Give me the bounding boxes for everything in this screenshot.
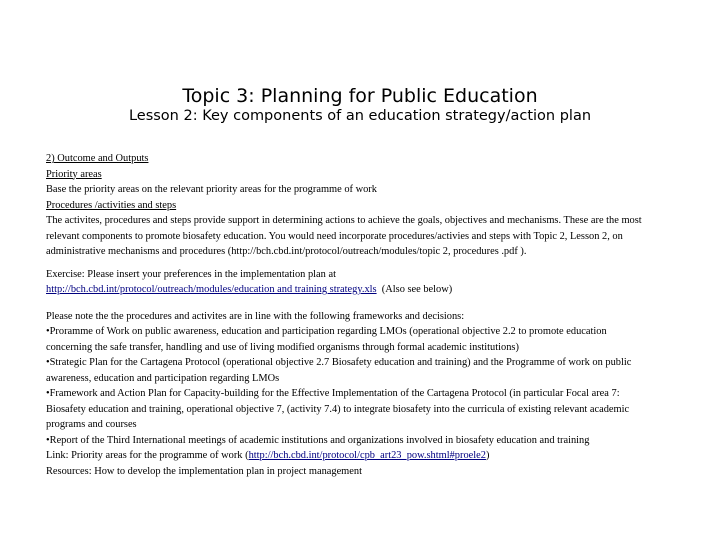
framework-list — [46, 324, 646, 448]
exercise-link[interactable]: http://bch.cbd.int/protocol/outreach/modules/education and training strategy.xls — [46, 284, 377, 295]
slide-title: Topic 3: Planning for Public Education — [182, 85, 538, 107]
list-item: •Framework and Action Plan for Capacity-building for the Effective Implementation of the Cartagena Protocol (in particular Focal area 7: Biosafety education and training, operational objective 7, (activity 7.4) to integrate biosafety into the curricula of existing relevant academic programs and courses — [46, 388, 630, 430]
exercise-text — [46, 267, 646, 298]
priority-link-label: Link: Priority areas for the programme of work ( — [46, 450, 249, 461]
exercise-after: (Also see below) — [381, 284, 453, 295]
slide-subtitle: Lesson 2: Key components of an education strategy/action plan — [128, 108, 592, 124]
priority-link[interactable]: http://bch.cbd.int/protocol/cpb_art23_pow.shtml#proele2 — [248, 450, 486, 461]
list-item: •Strategic Plan for the Cartagena Protocol (operational objective 2.7 Biosafety education and training) and the Programme of work on public awareness, education and participation regarding LMOs — [46, 357, 632, 384]
priority-link-close: ) — [485, 450, 490, 461]
resources-text: Resources: How to develop the implementation plan in project management — [46, 465, 362, 477]
note-intro: Please note the the procedures and activites are in line with the following frameworks and decisions: — [46, 310, 465, 322]
priority-link-line — [46, 448, 646, 464]
procedures-text: The activites, procedures and steps provide support in determining actions to achieve the goals, objectives and mechanisms. These are the most relevant components to promote biosafety education. You would need incorporate procedures/activies and steps with Topic 2, Lesson 2, on administrative mechanisms and procedures (http://bch.cbd.int/protocol/outreach/modules/topic 2, procedures .pdf ). — [46, 215, 642, 257]
list-item: •Proramme of Work on public awareness, education and participation regarding LMOs (operational objective 2.2 to promote education concerning the safe transfer, handling and use of living modified organisms through formal academic institutions) — [46, 326, 607, 353]
section-heading: 2) Outcome and Outputs — [46, 153, 149, 164]
slide-body — [46, 151, 646, 479]
priority-areas-heading: Priority areas — [46, 168, 102, 180]
exercise-label: Exercise: Please insert your preferences in the implementation plan at — [46, 268, 336, 280]
priority-areas-text: Base the priority areas on the relevant priority areas for the programme of work — [46, 184, 377, 195]
procedures-heading: Procedures /activities and steps — [46, 199, 177, 211]
list-item: •Report of the Third International meetings of academic institutions and organizations involved in biosafety education and training — [46, 434, 590, 446]
